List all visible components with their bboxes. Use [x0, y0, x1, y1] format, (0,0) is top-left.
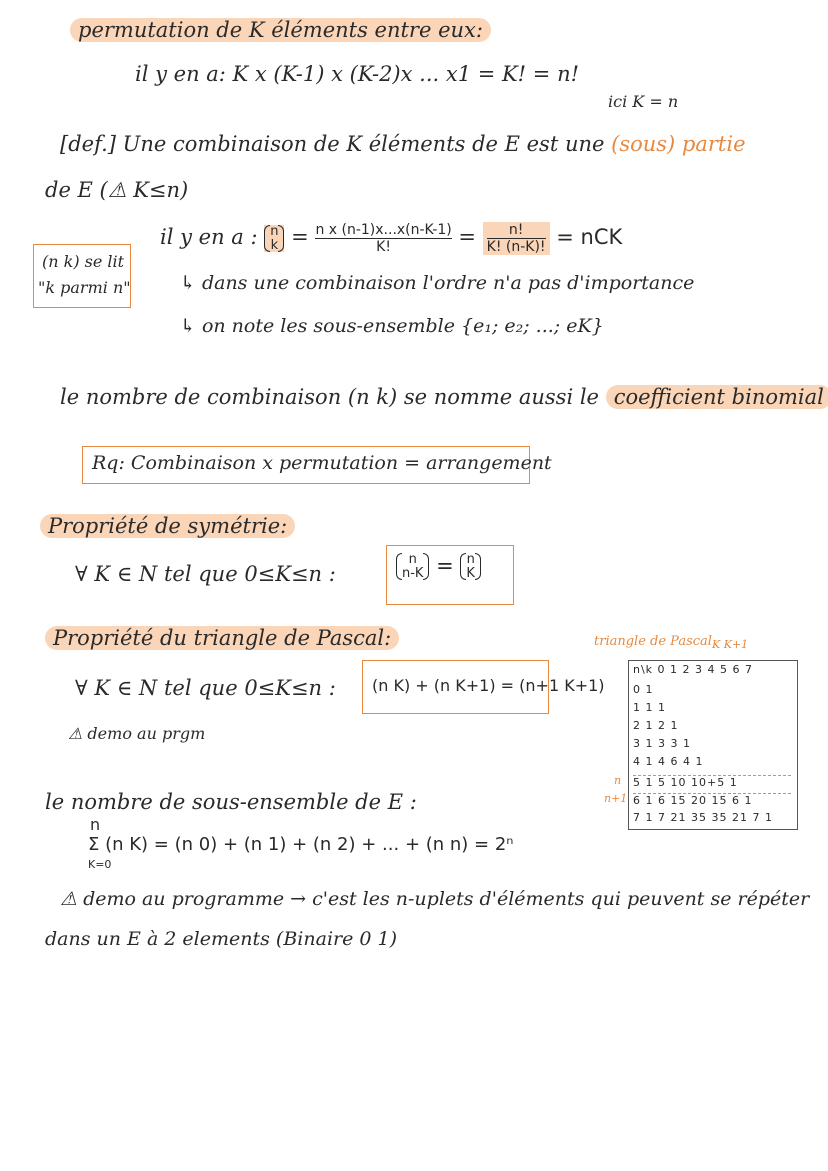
pascal-row-5: 5 1 5 10 10+5 1	[633, 775, 791, 789]
pascal-label-n: n	[614, 774, 622, 787]
remark-text: Rq: Combinaison x permutation = arrangement	[92, 452, 552, 474]
sum-upper: n	[90, 815, 101, 834]
binomial-line: le nombre de combinaison (n k) se nomme aussi le coefficient binomial	[60, 385, 828, 409]
definition-text: Une combinaison de K éléments de E est une	[122, 132, 605, 156]
definition-tag: [def.]	[60, 132, 116, 156]
pascal-row-7: 7 1 7 21 35 35 21 7 1	[633, 811, 773, 824]
pascal-row-3: 3 1 3 3 1	[633, 737, 691, 750]
symmetry-title: Propriété de symétrie:	[40, 514, 295, 538]
pascal-label-n1: n+1	[604, 792, 628, 805]
binomial-symbol: n k	[264, 225, 284, 252]
pascal-formula: (n K) + (n K+1) = (n+1 K+1)	[372, 676, 605, 695]
permutation-note: ici K = n	[608, 92, 679, 111]
bullet-order: ↳ dans une combinaison l'ordre n'a pas d'importance	[180, 272, 695, 294]
symmetry-condition: ∀ K ∈ N tel que 0≤K≤n :	[75, 562, 336, 586]
side-note-line1: (n k) se lit	[42, 252, 125, 271]
pascal-title: Propriété du triangle de Pascal:	[45, 626, 399, 650]
combination-formula: il y en a : n k = $\frac{\text{n x (n-1)x...x(n-K-1)}}{K!}$ = $\frac{n!}{K! (n-K)!}$ = nCK	[160, 222, 623, 256]
definition-line2: de E (⚠ K≤n)	[45, 178, 189, 202]
final-note-line1: ⚠ demo au programme → c'est les n-uplets d'éléments qui peuvent se répéter	[60, 888, 810, 910]
fraction-factorial: $\frac{n!}{K! (n-K)!}$	[483, 222, 550, 255]
pascal-row-6: 6 1 6 15 20 15 6 1	[633, 793, 791, 807]
subsets-sum: Σ (n K) = (n 0) + (n 1) + (n 2) + ... + (n n) = 2ⁿ	[88, 834, 514, 855]
side-note-line2: "k parmi n"	[38, 278, 131, 297]
pascal-row-0: 0 1	[633, 683, 654, 696]
permutation-heading: permutation de K éléments entre eux:	[70, 18, 491, 42]
definition-line1	[60, 132, 746, 156]
pascal-row-2: 2 1 2 1	[633, 719, 679, 732]
pascal-header: n\k 0 1 2 3 4 5 6 7	[633, 663, 754, 676]
fraction-product: $\frac{\text{n x (n-1)x...x(n-K-1)}}{K!}$	[315, 222, 452, 256]
pascal-condition: ∀ K ∈ N tel que 0≤K≤n :	[75, 676, 336, 700]
final-note-line2: dans un E à 2 elements (Binaire 0 1)	[45, 928, 398, 950]
bullet-notation: ↳ on note les sous-ensemble {e₁; e₂; ...; eK}	[180, 315, 604, 337]
pascal-col-marks: K K+1	[712, 638, 749, 651]
pascal-demo-note: ⚠ demo au prgm	[68, 724, 206, 743]
permutation-formula: il y en a: K x (K-1) x (K-2)x ... x1 = K! = n!	[135, 62, 580, 86]
symmetry-formula: n n-K = n K	[396, 553, 481, 580]
pascal-table-title: triangle de Pascal	[594, 634, 712, 649]
pascal-row-1: 1 1 1	[633, 701, 666, 714]
subsets-text: le nombre de sous-ensemble de E :	[45, 790, 417, 814]
definition-subset: (sous) partie	[611, 132, 746, 156]
pascal-table	[628, 660, 798, 830]
sum-lower: K=0	[88, 858, 112, 871]
pascal-row-4: 4 1 4 6 4 1	[633, 755, 704, 768]
binomial-highlight: coefficient binomial	[606, 385, 828, 409]
